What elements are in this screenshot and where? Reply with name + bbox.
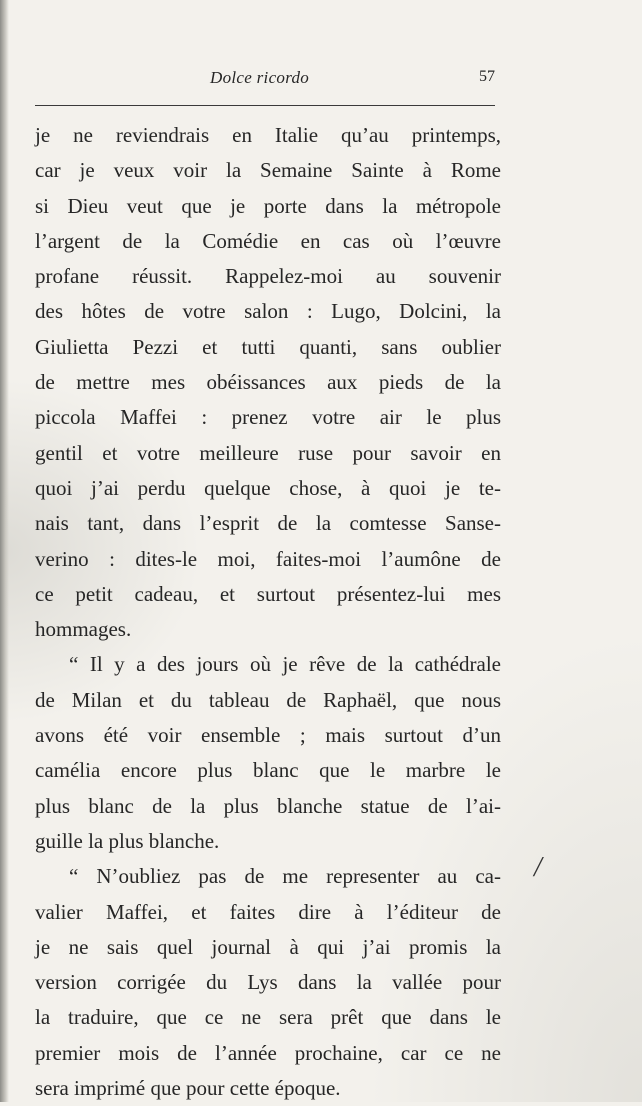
text-line: ce petit cadeau, et surtout présentez-lui mes [35, 581, 501, 606]
text-line: profane réussit. Rappelez-moi au souvenir [35, 264, 501, 289]
text-line: sera imprimé que pour cette époque. [35, 1076, 341, 1101]
text-line: avons été voir ensemble ; mais surtout d’un [35, 723, 501, 748]
text-line: l’argent de la Comédie en cas où l’œuvre [35, 228, 501, 253]
running-head: Dolce ricordo [210, 68, 310, 87]
text-line: version corrigée du Lys dans la vallée pour [35, 970, 501, 995]
text-line: si Dieu veut que je porte dans la métropole [35, 193, 501, 218]
text-line: “ Il y a des jours où je rêve de la cathédrale [69, 652, 501, 677]
text-line: valier Maffei, et faites dire à l’éditeur de [35, 899, 501, 924]
text-line: gentil et votre meilleure ruse pour savoir en [35, 440, 501, 465]
text-line: je ne reviendrais en Italie qu’au printemps, [35, 123, 501, 147]
text-line: de mettre mes obéissances aux pieds de la [35, 370, 501, 395]
text-line: piccola Maffei : prenez votre air le plus [35, 405, 501, 430]
page-header [35, 68, 495, 92]
text-line: car je veux voir la Semaine Sainte à Rome [35, 158, 501, 183]
text-line: premier mois de l’année prochaine, car ce ne [35, 1040, 501, 1065]
text-line: la traduire, que ce ne sera prêt que dans le [35, 1005, 501, 1030]
text-line: des hôtes de votre salon : Lugo, Dolcini, la [35, 299, 501, 324]
page-number: 57 [479, 68, 495, 85]
text-line: plus blanc de la plus blanche statue de l’ai- [35, 793, 501, 818]
page-spine-shadow [0, 0, 9, 1102]
body-text [35, 118, 501, 1106]
text-line: hommages. [35, 617, 132, 642]
text-line: quoi j’ai perdu quelque chose, à quoi je te- [35, 475, 501, 500]
text-line: je ne sais quel journal à qui j’ai promis la [35, 934, 501, 959]
text-line: Giulietta Pezzi et tutti quanti, sans oublier [35, 334, 501, 359]
text-line: de Milan et du tableau de Raphaël, que nous [35, 687, 501, 712]
text-line: “ N’oubliez pas de me representer au ca- [69, 864, 501, 889]
text-line: camélia encore plus blanc que le marbre le [35, 758, 501, 783]
header-rule [35, 105, 495, 106]
text-line: nais tant, dans l’esprit de la comtesse Sanse- [35, 511, 501, 536]
text-line: guille la plus blanche. [35, 828, 220, 853]
margin-pencil-mark: / [534, 852, 542, 883]
text-line: verino : dites-le moi, faites-moi l’aumône de [35, 546, 501, 571]
